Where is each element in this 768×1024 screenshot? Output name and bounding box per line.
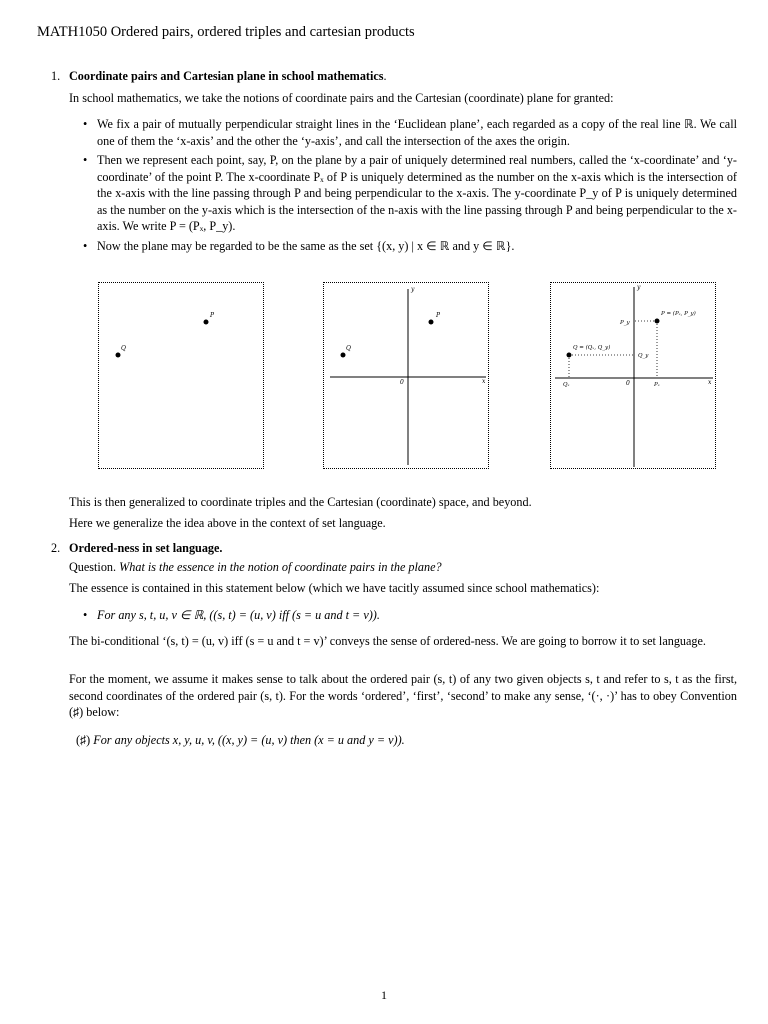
diagram-points (98, 282, 264, 469)
section-1-heading: 1. Coordinate pairs and Cartesian plane in school mathematics. (51, 69, 387, 83)
label-px: Pₓ (654, 382, 660, 388)
bullet-item: • Now the plane may be regarded to be the same as the set {(x, y) | x ∈ ℝ and y ∈ ℝ}. (83, 238, 737, 255)
origin-label: 0 (400, 379, 404, 386)
label-p: P (436, 312, 441, 319)
section-2-bullets (83, 607, 737, 627)
diagram-coordinates-svg (551, 283, 717, 470)
diagram-points-svg (99, 283, 265, 470)
label-qx: Qₓ (563, 382, 570, 388)
origin-label: 0 (626, 380, 630, 387)
diagram-coordinates (550, 282, 716, 469)
set-language-text: Here we generalize the idea above in the context of set language. (69, 516, 386, 530)
convention-text: For any objects x, y, u, v, ((x, y) = (u, v) then (x = u and y = v)). (93, 733, 405, 747)
point-q (567, 353, 572, 358)
section-1-bullets (83, 116, 737, 257)
label-qy: Q_y (638, 353, 649, 359)
question-label: Question. (69, 560, 117, 574)
bullet-item: • We fix a pair of mutually perpendicular straight lines in the ‘Euclidean plane’, each regarded as a copy of the real line ℝ. We call one of them the ‘x-axis’ and the other the ‘y-axis’, and call the intersection of the axes the origin. (83, 116, 737, 149)
page-title: MATH1050 Ordered pairs, ordered triples and cartesian products (37, 24, 415, 40)
page-number: 1 (381, 988, 387, 1002)
x-axis-label: x (482, 378, 486, 385)
y-axis-label: y (637, 284, 641, 291)
label-q: Q = (Qₓ, Q_y) (573, 345, 611, 351)
convention-label: (♯) (76, 733, 91, 747)
diagram-axes (323, 282, 489, 469)
section-1-intro: In school mathematics, we take the notions of coordinate pairs and the Cartesian (coordinate) plane for granted: (69, 91, 614, 105)
point-p (655, 319, 660, 324)
label-q: Q (346, 345, 351, 352)
point-q (116, 353, 121, 358)
bullet-item: • Then we represent each point, say, P, on the plane by a pair of uniquely determined real numbers, called the ‘x-coordinate’ and ‘y-coordinate’ of the point P. The x-coordinate Pₓ of P is uniquely determined as the number on the x-axis which is the intersection of the x-axis with the line passing through P and being perpendicular to the x-axis. The y-coordinate P_y of P is uniquely determined as the number on the y-axis which is the intersection of the n-axis with the line passing through P and being perpendicular to the x-axis. We write P = (Pₓ, P_y). (83, 152, 737, 235)
generalization-text: This is then generalized to coordinate triples and the Cartesian (coordinate) space, and beyond. (69, 495, 532, 509)
biconditional-paragraph: The bi-conditional ‘(s, t) = (u, v) iff (s = u and t = v)’ conveys the sense of ordered-ness. We are going to borrow it to set language. (69, 634, 706, 648)
ordered-pair-paragraph: For the moment, we assume it makes sense to talk about the ordered pair (s, t) of any two given objects s, t and refer to s, t as the first, second coordinates of the ordered pair (s, t). For the words ‘ordered’, ‘first’, ‘second’ to make any sense, ‘(·, ·)’ has to obey Convention (♯) below: (69, 672, 737, 719)
y-axis-label: y (411, 286, 415, 293)
diagram-axes-svg (324, 283, 490, 470)
x-axis-label: x (708, 379, 712, 386)
point-q (341, 353, 346, 358)
point-p (204, 320, 209, 325)
section-number: 2. (51, 541, 61, 555)
label-q: Q (121, 345, 126, 352)
section-title: Ordered-ness in set language. (69, 541, 223, 555)
label-p: P = (Pₓ, P_y) (661, 311, 696, 317)
bullet-statement: For any s, t, u, v ∈ ℝ, ((s, t) = (u, v) iff (s = u and t = v)). (97, 608, 380, 622)
question-text: What is the essence in the notion of coordinate pairs in the plane? (119, 560, 442, 574)
question-line (69, 559, 737, 576)
section-title: Coordinate pairs and Cartesian plane in school mathematics (69, 69, 384, 83)
essence-text: The essence is contained in this statement below (which we have tacitly assumed since school mathematics): (69, 581, 600, 595)
section-number: 1. (51, 69, 61, 83)
point-p (429, 320, 434, 325)
section-2-heading (51, 540, 741, 557)
bullet-item (83, 607, 737, 624)
label-p: P (210, 312, 215, 319)
label-py: P_y (620, 320, 630, 326)
convention-line (76, 732, 736, 749)
